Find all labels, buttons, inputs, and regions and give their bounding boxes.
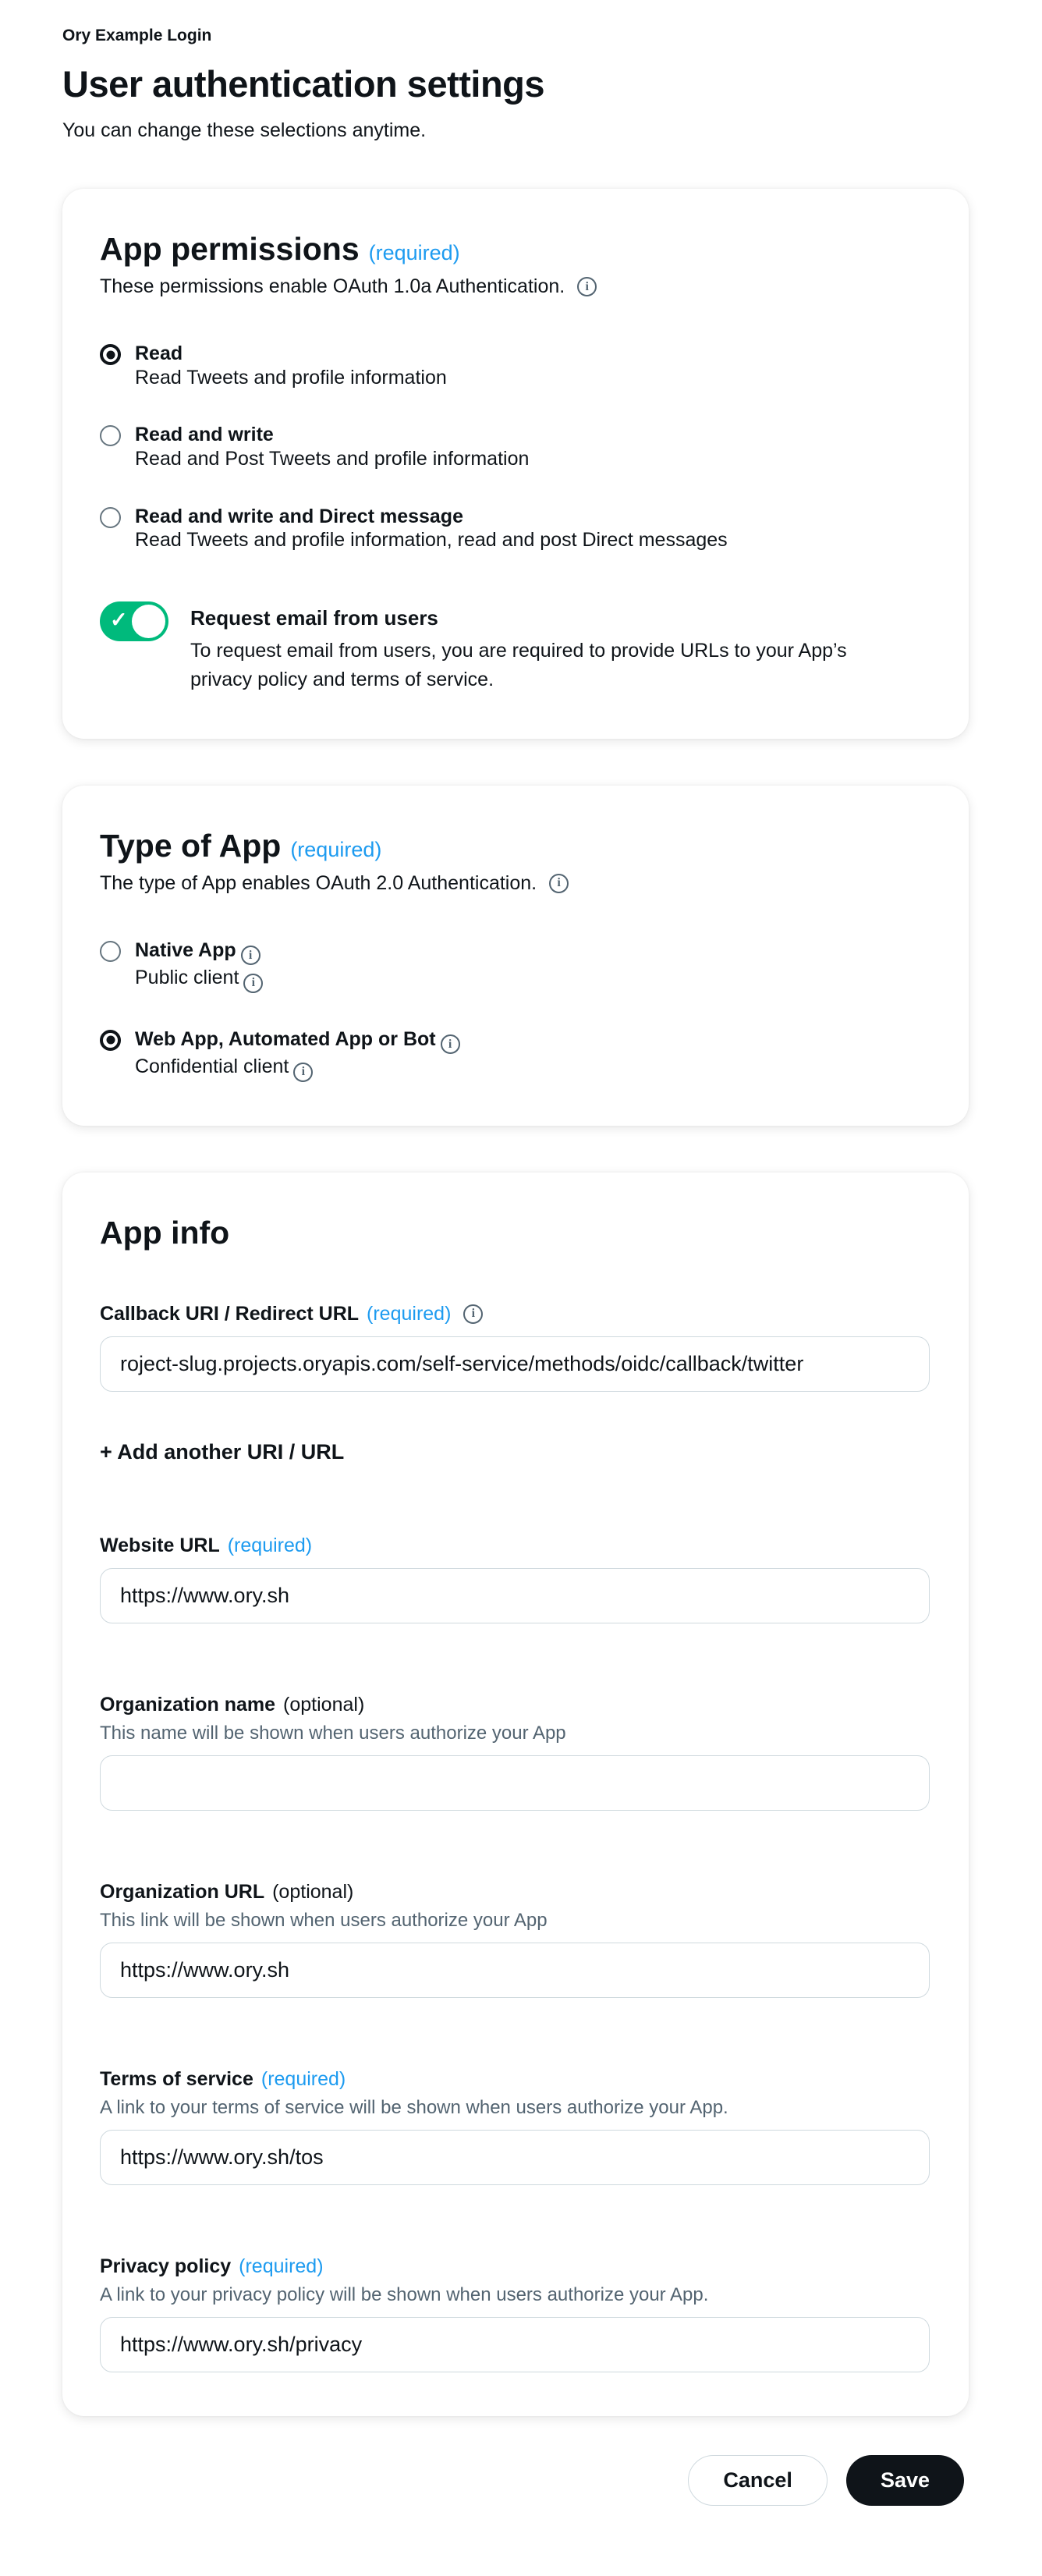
required-badge: (required) xyxy=(290,837,382,861)
organization-url-label xyxy=(100,1881,930,1904)
app-info-heading xyxy=(100,1215,930,1251)
required-badge: (required) xyxy=(260,2067,346,2090)
privacy-policy-input[interactable] xyxy=(100,2317,930,2372)
callback-uri-input[interactable] xyxy=(100,1336,930,1392)
info-icon[interactable]: i xyxy=(293,1063,313,1082)
option-description-text: Public client xyxy=(135,967,239,989)
organization-url-field-group xyxy=(100,1881,930,1998)
app-title: Ory Example Login xyxy=(62,27,212,44)
request-email-toggle[interactable] xyxy=(100,601,168,641)
cancel-button[interactable]: Cancel xyxy=(688,2455,828,2506)
organization-url-input[interactable] xyxy=(100,1943,930,1998)
app-type-option-native[interactable] xyxy=(100,940,930,993)
terms-of-service-field-group xyxy=(100,2068,930,2185)
app-permissions-title: App permissions xyxy=(100,231,360,267)
option-label xyxy=(135,940,263,965)
organization-name-description: This name will be shown when users authorize your App xyxy=(100,1722,566,1744)
option-description xyxy=(135,967,263,993)
type-of-app-subtitle-text: The type of App enables OAuth 2.0 Authentication. xyxy=(100,871,537,894)
info-icon[interactable]: i xyxy=(243,974,263,993)
terms-of-service-description: A link to your terms of service will be shown when users authorize your App. xyxy=(100,2096,728,2118)
terms-of-service-input[interactable] xyxy=(100,2130,930,2185)
type-of-app-title: Type of App xyxy=(100,827,282,864)
optional-badge: (optional) xyxy=(272,1880,354,1903)
required-badge: (required) xyxy=(227,1534,313,1556)
app-permissions-subtitle-text: These permissions enable OAuth 1.0a Authentication. xyxy=(100,275,565,297)
callback-uri-field-group xyxy=(100,1303,930,1392)
permission-option-read-write[interactable] xyxy=(100,424,930,470)
permission-options xyxy=(100,343,930,552)
app-type-option-web[interactable] xyxy=(100,1029,930,1082)
website-url-input[interactable] xyxy=(100,1568,930,1623)
app-permissions-card xyxy=(62,189,969,739)
info-icon[interactable]: i xyxy=(441,1034,460,1054)
radio-native-app[interactable] xyxy=(100,941,121,962)
info-icon[interactable]: i xyxy=(241,946,260,965)
option-label: Read and write xyxy=(135,424,274,446)
field-label-text: Organization name xyxy=(100,1693,276,1716)
app-permissions-heading xyxy=(100,231,930,268)
radio-read-write-dm[interactable] xyxy=(100,507,121,528)
field-label-text: Callback URI / Redirect URL xyxy=(100,1302,360,1325)
info-icon[interactable]: i xyxy=(549,874,569,893)
check-icon: ✓ xyxy=(110,608,128,632)
required-badge: (required) xyxy=(367,1302,452,1325)
radio-web-app[interactable] xyxy=(100,1030,121,1051)
option-description: Read and Post Tweets and profile information xyxy=(135,447,530,470)
add-uri-button[interactable]: + Add another URI / URL xyxy=(100,1439,345,1464)
option-label: Read and write and Direct message xyxy=(135,505,463,527)
option-label: Read xyxy=(135,342,183,364)
option-label xyxy=(135,1029,460,1054)
option-label-text: Web App, Automated App or Bot xyxy=(135,1027,436,1050)
page-subtitle: You can change these selections anytime. xyxy=(62,119,427,141)
permission-option-read[interactable] xyxy=(100,343,930,389)
info-icon[interactable]: i xyxy=(463,1304,483,1324)
info-icon[interactable]: i xyxy=(577,277,597,296)
app-permissions-subtitle xyxy=(100,275,930,298)
field-label-text: Privacy policy xyxy=(100,2255,232,2277)
save-button[interactable]: Save xyxy=(846,2455,964,2506)
option-description xyxy=(135,1056,460,1082)
app-info-title: App info xyxy=(100,1214,230,1251)
option-description: Read Tweets and profile information xyxy=(135,366,447,389)
request-email-description: To request email from users, you are required to provide URLs to your App’s privacy policy and terms of service. xyxy=(190,639,847,691)
organization-name-label xyxy=(100,1694,930,1716)
privacy-policy-label xyxy=(100,2255,930,2278)
organization-url-description: This link will be shown when users authorize your App xyxy=(100,1909,548,1931)
website-url-field-group xyxy=(100,1535,930,1623)
type-of-app-subtitle xyxy=(100,872,930,895)
website-url-label xyxy=(100,1535,930,1557)
form-actions xyxy=(62,2455,969,2506)
permission-option-read-write-dm[interactable] xyxy=(100,506,930,552)
field-label-text: Terms of service xyxy=(100,2067,253,2090)
option-label-text: Native App xyxy=(135,939,236,961)
type-of-app-heading xyxy=(100,828,930,864)
organization-name-field-group xyxy=(100,1694,930,1811)
radio-read-write[interactable] xyxy=(100,425,121,446)
request-email-row xyxy=(100,601,930,695)
radio-read[interactable] xyxy=(100,344,121,365)
toggle-knob xyxy=(132,605,165,638)
option-description-text: Confidential client xyxy=(135,1056,289,1078)
field-label-text: Website URL xyxy=(100,1534,220,1556)
app-info-card xyxy=(62,1173,969,2416)
organization-name-input[interactable] xyxy=(100,1755,930,1811)
type-of-app-card xyxy=(62,786,969,1126)
optional-badge: (optional) xyxy=(283,1693,365,1716)
privacy-policy-description: A link to your privacy policy will be shown when users authorize your App. xyxy=(100,2283,709,2305)
callback-uri-label xyxy=(100,1303,930,1325)
terms-of-service-label xyxy=(100,2068,930,2091)
required-badge: (required) xyxy=(368,241,460,264)
app-type-options xyxy=(100,940,930,1082)
request-email-label: Request email from users xyxy=(190,605,438,630)
field-label-text: Organization URL xyxy=(100,1880,265,1903)
option-description: Read Tweets and profile information, read and post Direct messages xyxy=(135,529,728,551)
page-title: User authentication settings xyxy=(62,63,544,105)
required-badge: (required) xyxy=(239,2255,324,2277)
privacy-policy-field-group xyxy=(100,2255,930,2372)
